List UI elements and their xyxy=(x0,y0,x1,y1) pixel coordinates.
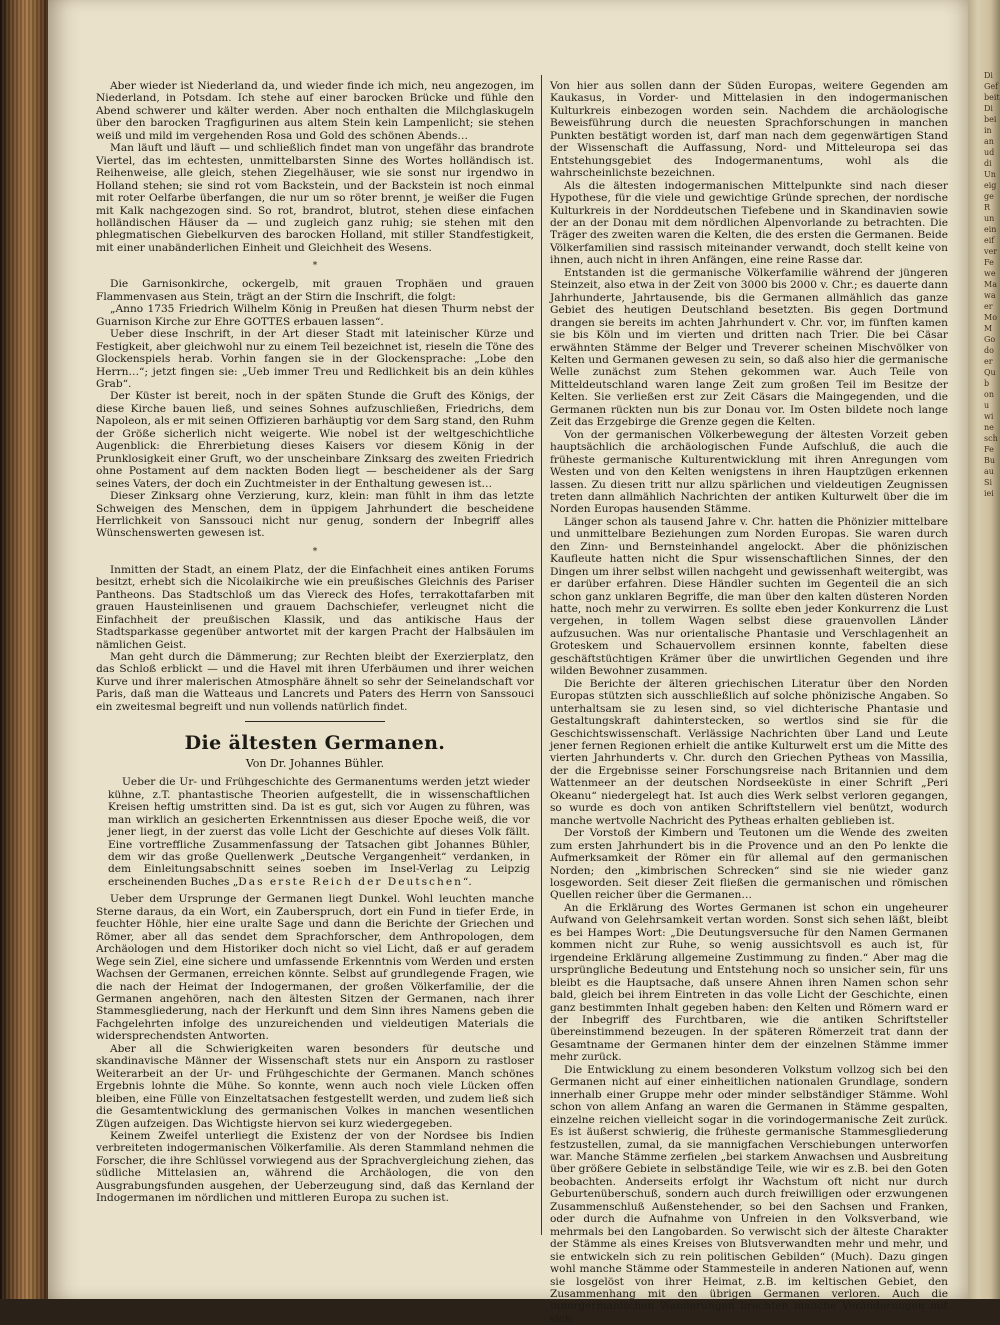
edge-fragment: iei xyxy=(984,489,994,498)
edge-fragment: u xyxy=(984,401,990,410)
edge-fragment: eig xyxy=(984,181,997,190)
edge-fragment: Gef xyxy=(984,82,999,91)
edge-fragment: er xyxy=(984,357,993,366)
paragraph: Als die ältesten indogermanischen Mittelpunkte sind nach dieser Hypothese, für die viele und gewichtige Gründe sprechen, der nordische Kulturkreis in der Norddeutschen Tiefebene und in Skandinavien sowie der an der Donau mit dem nördlichen Alpenvorlande zu betrachten. Die Träger des zweiten waren die Kelten, die des ersten die Germanen. Beide Völkerfamilien sind rassisch miteinander verwandt, doch stellt keine von ihnen, auch nicht in ihren Anfängen, eine reine Rasse dar. xyxy=(550,179,948,267)
paragraph: Man läuft und läuft — und schließlich findet man von ungefähr das brandrote Viertel, das im echtesten, unmittelbarsten Sinne des Wortes holländisch ist. Reihenweise, alle gleich, stehen Ziegelhäuser, wie sie sonst nur irgendwo in Holland stehen; sie sind rot vom Backstein, und der Backstein ist noch einmal mit roter Oelfarbe überfangen, die nur um so röter brennt, je weißer die Fugen mit Kalk nachgezogen sind. So rot, brandrot, blutrot, stehen diese einfachen holländischen Häuser da — und zugleich ganz ruhig; sie stehen mit den phlegmatischen Giebelkurven des barocken Holland, mit stiller Standfestigkeit, mit einer unabänderlichen Einheit und Gleichheit des Wesens. xyxy=(96,142,534,254)
paragraph: Von der germanischen Völkerbewegung der ältesten Vorzeit geben hauptsächlich die archäologischen Funde Aufschluß, die auch die früheste germanische Kulturentwicklung mit ihren Anregungen vom Westen und von den Kelten wenigstens in ihren Hauptzügen erkennen lassen. Zu diesen tritt nur allzu spärlichen und vieldeutigen Zeugnissen treten dann allmählich Nachrichten der antiken Kulturwelt über die im Norden Europas hausenden Stämme. xyxy=(550,428,948,516)
edge-fragment: Un xyxy=(984,170,996,179)
edge-fragment: sch xyxy=(984,434,998,443)
edge-fragment: ne xyxy=(984,423,994,432)
edge-fragment: in xyxy=(984,126,992,135)
article-byline: Von Dr. Johannes Bühler. xyxy=(245,757,385,771)
paragraph: Ueber diese Inschrift, in der Art dieser Stadt mit lateinischer Kürze und Festigkeit, aber gleichwohl nur zu einem Teil bezeichnet ist, rieseln die Töne des Glockenspiels herab. Vorhin fangen sie in der Glockensprache: „Lobe den Herrn…“; jetzt fingen sie: „Ueb immer Treu und Redlichkeit bis an dein kühles Grab“. xyxy=(96,328,534,390)
edge-fragment: do xyxy=(984,346,994,355)
edge-fragment: Mo xyxy=(984,313,998,322)
paragraph: Die Berichte der älteren griechischen Literatur über den Norden Europas stützten sich ausschließlich auf solche phönizische Angaben. So unterhaltsam sie zu lesen sind, so viel dichterische Phantasie und Gestaltungskraft dahinterstecken, so wertlos sind sie für die Geschichtswissenschaft. Verlässige Nachrichten über Land und Leute jener fernen Regionen erhielt die antike Kulturwelt erst um die Mitte des vierten Jahrhunderts v. Chr. durch den Griechen Pytheas von Massilia, der die Ergebnisse seiner Forschungsreise nach Britannien und dem Wattenmeer an der deutschen Nordseeküste in einer Schrift „Peri Okeanu“ niedergelegt hat. Ist auch dies Werk selbst verloren gegangen, so wurde es doch von antiken Schriftstellern viel benützt, wodurch manche wertvolle Nachricht des Pytheas erhalten geblieben ist. xyxy=(550,677,948,827)
edge-fragment: ver xyxy=(984,247,998,256)
intro-end: “. xyxy=(462,875,472,888)
edge-fragment: wa xyxy=(984,291,996,300)
edge-fragment: Go xyxy=(984,335,996,344)
edge-fragment: on xyxy=(984,390,994,399)
article-intro xyxy=(96,776,534,888)
edge-fragment: Fe xyxy=(984,445,994,454)
edge-fragment: beit xyxy=(984,93,1000,102)
paragraph: Von hier aus sollen dann der Süden Europas, weitere Gegenden am Kaukasus, in Vorder- und Mittelasien in den indogermanischen Kulturkreis einbezogen worden sein. Nachdem die archäologische Beweisführung durch die neuesten Sprachforschungen in manchen Punkten bestätigt worden ist, darf man nach dem gegenwärtigen Stand der Wissenschaft die Auffassung, Nord- und Mitteleuropa sei das Entstehungsgebiet des Indogermanentums, wohl als die wahrscheinlichste bezeichnen. xyxy=(550,80,948,180)
book-spine xyxy=(0,0,48,1299)
intro-text: Ueber die Ur- und Frühgeschichte des Germanentums werden jetzt wieder kühne, z.T. phantastische Theorien aufgestellt, die in wissenschaftlichen Kreisen heftig umstritten sind. Da ist es gut, sich vor Augen zu führen, was man wirklich an gesicherten Erkenntnissen aus dieser Epoche weiß, die vor jener liegt, in der zuerst das volle Licht der Geschichte auf dieses Volk fällt. Eine vortreffliche Zusammenfassung der Tatsachen gibt Johannes Bühler, dem wir das große Quellenwerk „Deutsche Vergangenheit“ verdanken, in dem Einleitungsabschnitt seines soeben im Insel-Verlag zu Leipzig erscheinenden Buches „ xyxy=(108,776,530,888)
edge-fragment: M xyxy=(984,324,993,333)
paragraph: Man geht durch die Dämmerung; zur Rechten bleibt der Exerzierplatz, den das Schloß erblickt — und die Havel mit ihren Uferbäumen und ihrer weichen Kurve und ihrer malerischen Atmosphäre ähnelt so sehr der Seinelandschaft vor Paris, daß man die Watteaus und Lancrets und Paters des Herrn von Sanssouci ein zweitesmal begreift und nun vollends natürlich findet. xyxy=(96,651,534,713)
article-title: Die ältesten Germanen. xyxy=(184,732,446,755)
edge-fragment: er xyxy=(984,302,993,311)
edge-fragment: Qu xyxy=(984,368,996,377)
inscription-quote: „Anno 1735 Friedrich Wilhelm König in Preußen hat diesen Thurm nebst der Guarnison Kirche zur Ehre GOTTES erbauen lassen“. xyxy=(96,303,534,328)
paragraph: Entstanden ist die germanische Völkerfamilie während der jüngeren Steinzeit, also etwa in der Zeit von 3000 bis 2000 v. Chr.; es dauerte dann Jahrhunderte, Jahrtausende, bis die Germanen allmählich das ganze Gebiet des heutigen Deutschland besetzten. Bis gegen Dortmund drangen sie bereits im achten Jahrhundert v. Chr. vor, im fünften kamen sie bis Köln und im vierten und dritten nach Trier. Die bei Cäsar erwähnten Stämme der Belger und Treverer scheinen Mischvölker von Kelten und Germanen gewesen zu sein, so daß also hier die germanische Welle zunächst zum Stehen gekommen war. Auch Teile von Mitteldeutschland waren lange Zeit zum großen Teil im Besitze der Kelten. Sie verließen erst zur Zeit Cäsars die Maingegenden, und die Germanen rückten nun bis zur Donau vor. Im Osten bildete noch lange Zeit das Erzgebirge die Grenze gegen die Kelten. xyxy=(550,266,948,429)
paragraph: Aber wieder ist Niederland da, und wieder finde ich mich, neu angezogen, im Niederland, in Potsdam. Ich stehe auf einer barocken Brücke und fühle den Abend schwerer und kälter werden. Aber noch enthalten die Milchglaskugeln über den barocken Tragfigurinen aus altem Stein kein Lampenlicht; sie stehen weiß und mild im vergehenden Rosa und Gold des schönen Abends… xyxy=(96,80,534,142)
article-divider-rule xyxy=(245,721,385,722)
paragraph: Die Entwicklung zu einem besonderen Volkstum vollzog sich bei den Germanen nicht auf einer einheitlichen nationalen Grundlage, sondern innerhalb einer Gruppe mehr oder minder selbständiger Stämme. Wohl schon von allem Anfang an waren die Germanen in Stämme gespalten, einzelne reichen vielleicht sogar in die vorindogermanische Zeit zurück. Es ist äußerst schwierig, die früheste germanische Stammesgliederung festzustellen, zumal, da sie mannigfachen Verschiebungen unterworfen war. Manche Stämme zerfielen „bei starkem Anwachsen und Ausbreitung über größere Gebiete in selbständige Teile, wie wir es z.B. bei den Goten beobachten. Anderseits erfolgt ihr Wachstum oft nicht nur durch Geburtenüberschuß, sondern auch durch freiwilligen oder erzwungenen Zusammenschluß Außenstehender, so bei den Sachsen und Franken, oder durch die Aufnahme von Unfreien in den Volksverband, wie mehrmals bei den Langobarden. So verwischt sich der älteste Charakter der Stämme als eines Kreises von Blutsverwandten mehr und mehr, und sie entwickeln sich zu rein politischen Gebilden“ (Much). Dazu gingen wohl manche Stämme oder Stammesteile in anderen Nationen auf, wenn sie losgelöst von ihrer Heimat, z.B. im keltischen Gebiet, den Zusammenhang mit den übrigen Germanen verloren. Auch die innergermanischen Wanderungen brachten manche Veränderungen mit sich. xyxy=(550,1063,948,1325)
paragraph: Inmitten der Stadt, an einem Platz, der die Einfachheit eines antiken Forums besitzt, erhebt sich die Nicolaikirche wie ein preußisches Gleichnis des Pariser Pantheons. Das Stadtschloß um das Viereck des Hofes, terrakottafarben mit grauen Hausteinlisenen und grauem Dachschiefer, verleugnet nicht die Einfachheit der preußischen Klassik, und das antikische Haus der Stadtsparkasse gegenüber antwortet mit der kargen Pracht der Halbsäulen im nämlichen Geist. xyxy=(96,563,534,651)
edge-fragment: ein xyxy=(984,225,997,234)
edge-fragment: Fe xyxy=(984,258,994,267)
edge-fragment: wi xyxy=(984,412,994,421)
edge-fragment: au xyxy=(984,467,994,476)
paragraph: Länger schon als tausend Jahre v. Chr. hatten die Phönizier mittelbare und unmittelbare Beziehungen zum Norden Europas. Sie waren durch den Zinn- und Bernsteinhandel angelockt. Aber die phönizischen Kaufleute hatten nicht die Spur wissenschaftlichen Sinnes, der den Dingen um ihrer selbst willen nachgeht und gewissenhaft weitergibt, was er darüber erfahren. Diese Händler suchten im Gegenteil die an sich schon ganz unklaren Begriffe, die man über den kalten düsteren Norden hatte, noch mehr zu verwirren. Es sollte eben jeder Konkurrenz die Lust vergehen, in tollem Wagen selbst diese grauenvollen Länder aufzusuchen. Was nur orientalische Phantasie und Verschlagenheit an Groteskem und Schauervollem ersinnen konnte, fabelten diese geschäftstüchtigen Krämer über die unwirtlichen Gegenden und ihre wilden Bewohner zusammen. xyxy=(550,515,948,678)
paragraph: Ueber dem Ursprunge der Germanen liegt Dunkel. Wohl leuchten manche Sterne daraus, da ein Wort, ein Zauberspruch, dort ein Fund in tiefer Erde, in feuchter Höhle, hier eine uralte Sage und dann die Berichte der Griechen und Römer, aber all das sendet dem Sprachforscher, dem Anthropologen, dem Archäologen und dem Historiker doch nicht so viel Licht, daß er auf geradem Wege sein Ziel, eine sichere und umfassende Erkenntnis vom Werden und ersten Wachsen der Germanen, erreichen könnte. Selbst auf grundlegende Fragen, wie die nach der Heimat der Indogermanen, der großen Völkerfamilie, der die Germanen angehören, nach den ältesten Sitzen der Germanen, nach ihrer Stammesgliederung, nach der Herkunft und dem Sinn ihres Namens geben die Fachgelehrten infolge des unzureichenden und vieldeutigen Materials die widersprechendsten Antworten. xyxy=(96,893,534,1043)
paragraph: Dieser Zinksarg ohne Verzierung, kurz, klein: man fühlt in ihm das letzte Schweigen des Menschen, dem in üppigem Jahrhundert die bescheidene Herrlichkeit von Sanssouci nicht nur genug, sondern der Inbegriff alles Wünschenswerten gewesen ist. xyxy=(96,490,534,540)
edge-fragment: Di xyxy=(984,71,993,80)
paragraph: Die Garnisonkirche, ockergelb, mit grauen Trophäen und grauen Flammenvasen aus Stein, trägt an der Stirn die Inschrift, die folgt: xyxy=(96,278,534,303)
edge-fragment: un xyxy=(984,214,995,223)
edge-fragment: Si xyxy=(984,478,993,487)
paragraph: Der Küster ist bereit, noch in der späten Stunde die Gruft des Königs, der diese Kirche bauen ließ, und seines Sohnes aufzuschließen, Friedrichs, dem Napoleon, als er mit seinen Offizieren barhäuptig vor dem Sarg stand, den Ruhm der Größe sicherlich nicht weigerte. Wie nobel ist der weltgeschichtliche Augenblick: die Ehrerbietung dieses Kaisers vor diesem König in der Prunklosigkeit einer Gruft, wo der unscheinbare Zinksarg des zweiten Friedrich ohne Postament auf dem nackten Boden liegt — bescheidener als der Sarg seines Vaters, der doch ein Zuchtmeister in der Enthaltung gewesen ist… xyxy=(96,390,534,490)
section-separator: * xyxy=(312,261,318,272)
section-separator: * xyxy=(312,546,318,557)
edge-fragment: an xyxy=(984,137,994,146)
edge-fragment: ud xyxy=(984,148,995,157)
edge-fragment: bei xyxy=(984,115,997,124)
paragraph: An die Erklärung des Wortes Germanen ist schon ein ungeheurer Aufwand von Gelehrsamkeit vertan worden. Sonst sich sehen läßt, bleibt es bei Hampes Wort: „Die Deutungsversuche für den Namen Germanen kommen nicht zur Ruhe, so wenig aussichtsvoll es auch ist, für irgendeine Erklärung allgemeine Zustimmung zu finden.“ Aber mag die ursprüngliche Bedeutung und Entstehung noch so unsicher sein, für uns bleibt es die Hauptsache, daß unsere Ahnen ihren Namen schon sehr bald, gleich bei ihrem Eintreten in das volle Licht der Geschichte, einen ganz bestimmten Inhalt gegeben haben: den Kelten und Römern ward er der Inbegriff des Furchtbaren, wie die antiken Schriftsteller übereinstimmend bezeugen. In der späteren Römerzeit trat dann der Gesamtname der Germanen hinter dem der einzelnen Stämme immer mehr zurück. xyxy=(550,901,948,1064)
edge-fragment: R xyxy=(984,203,991,212)
paragraph: Aber all die Schwierigkeiten waren besonders für deutsche und skandinavische Männer der Wissenschaft stets nur ein Ansporn zu rastloser Weiterarbeit an der Ur- und Frühgeschichte der Germanen. Manch schönes Ergebnis lohnte die Mühe. So konnte, wenn auch noch viele Lücken offen bleiben, eine Fülle von Einzeltatsachen festgestellt werden, und zudem ließ sich die Gesamtentwicklung des germanischen Volkes in manchen wesentlichen Zügen aufzeigen. Das Wichtigste hiervon sei kurz wiedergegeben. xyxy=(96,1042,534,1130)
right-column xyxy=(550,80,948,1325)
left-column xyxy=(96,80,534,1240)
edge-fragment: Bu xyxy=(984,456,996,465)
edge-fragment: ge xyxy=(984,192,994,201)
paragraph: Der Vorstoß der Kimbern und Teutonen um die Wende des zweiten zum ersten Jahrhundert bis in die Provence und an den Po lenkte die Aufmerksamkeit der Römer ein für allemal auf den germanischen Norden; den „kimbrischen Schrecken“ sind sie nie wieder ganz losgeworden. Seit dieser Zeit fließen die germanischen und römischen Quellen reicher über die Germanen… xyxy=(550,827,948,902)
next-page-fragments xyxy=(984,70,1000,1250)
edge-fragment: Di xyxy=(984,104,993,113)
edge-fragment: we xyxy=(984,269,996,278)
paragraph: Keinem Zweifel unterliegt die Existenz der von der Nordsee bis Indien verbreiteten indogermanischen Völkerfamilie. Als deren Stammland nehmen die Forscher, die ihre Schlüssel vorwiegend aus der Sprachvergleichung ziehen, das südliche Mittelasien an, während die Archäologen, die von den Ausgrabungsfunden ausgehen, der Ueberzeugung sind, daß das Kernland der Indogermanen im nördlichen und mittleren Europa zu suchen ist. xyxy=(96,1129,534,1205)
book-title: Das erste Reich der Deutschen xyxy=(238,875,463,888)
spine-texture xyxy=(0,0,48,1299)
edge-fragment: di xyxy=(984,159,992,168)
edge-fragment: b xyxy=(984,379,990,388)
edge-fragment: eif xyxy=(984,236,995,245)
edge-fragment: Ma xyxy=(984,280,997,289)
column-divider xyxy=(541,75,542,1235)
